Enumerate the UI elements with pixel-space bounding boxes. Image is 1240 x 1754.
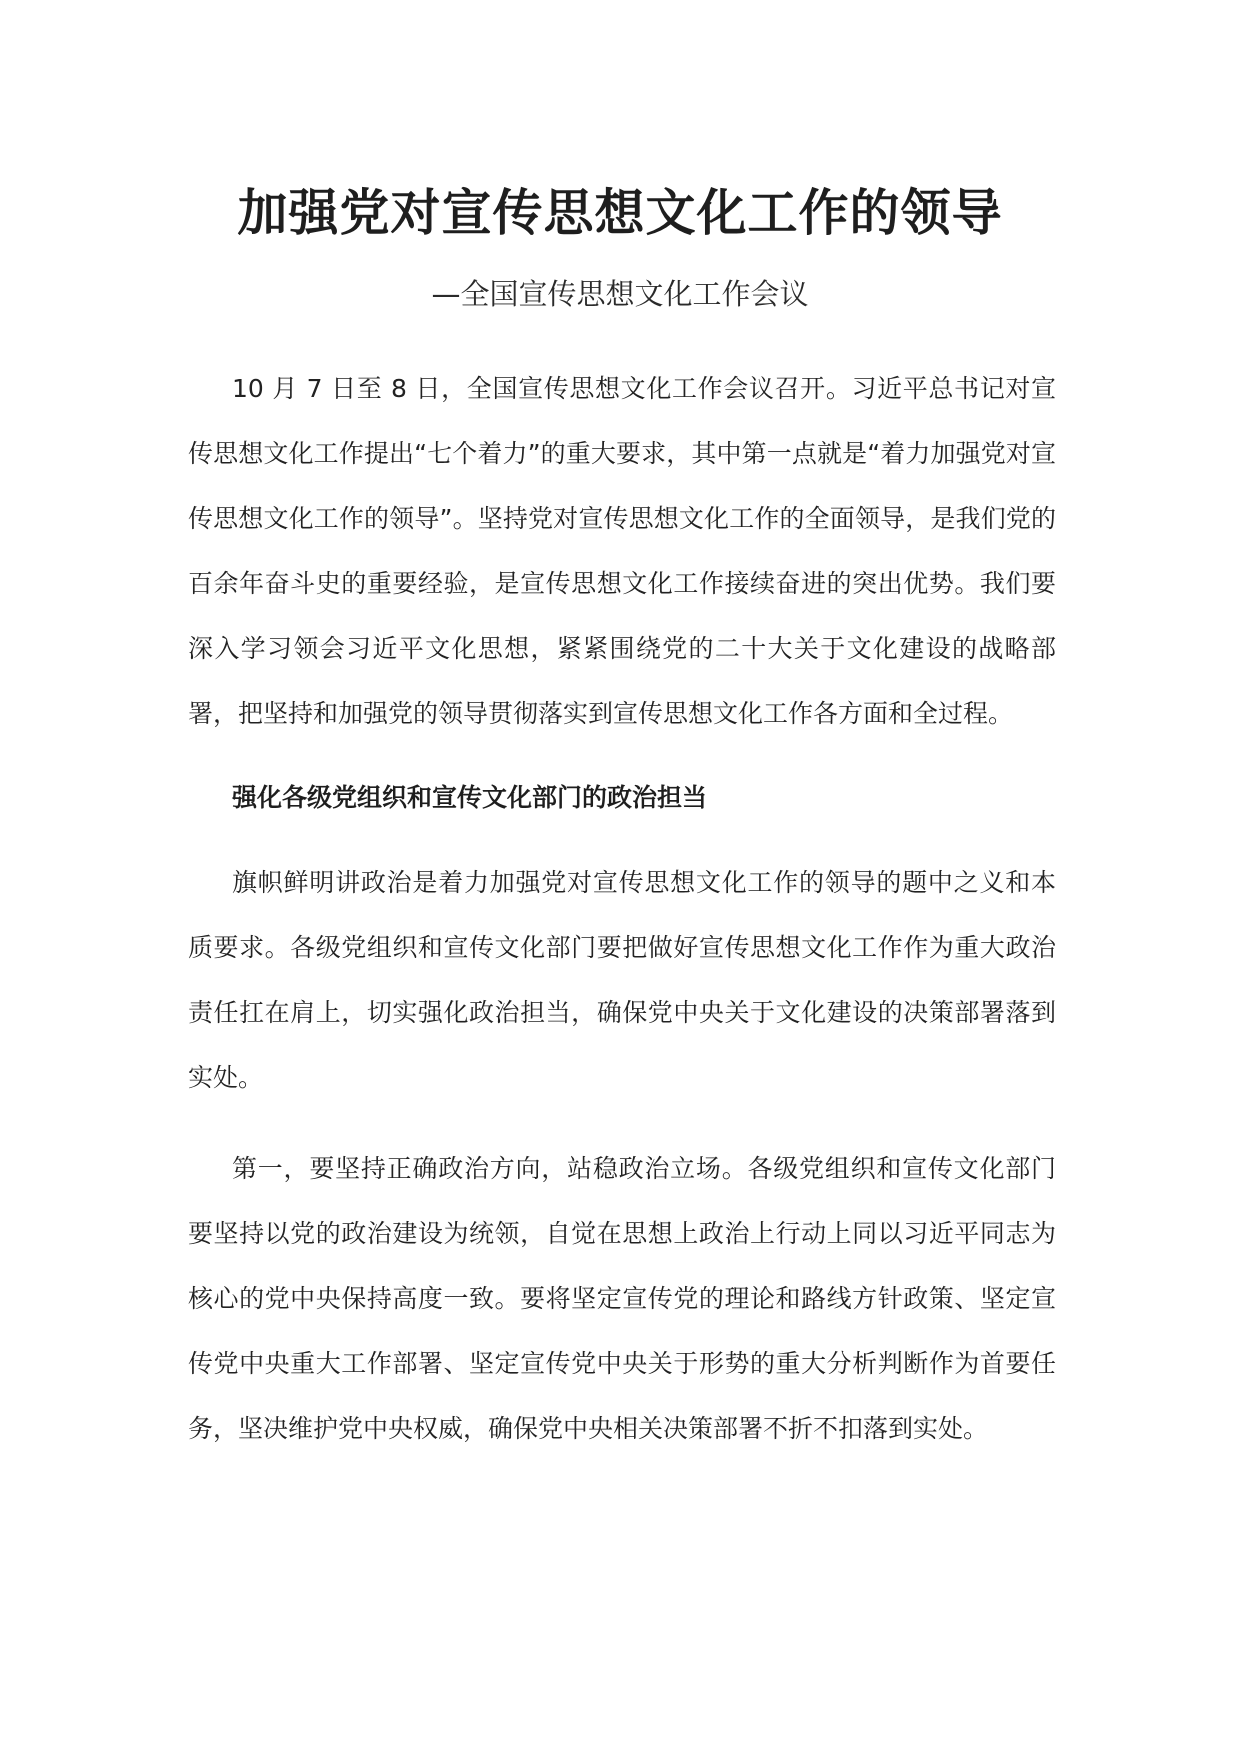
intro-paragraph: 10 月 7 日至 8 日，全国宣传思想文化工作会议召开。习近平总书记对宣传思想文化工作提出“七个着力”的重大要求，其中第一点就是“着力加强党对宣传思想文化工作的领导”。坚持党对宣传思想文化工作的全面领导，是我们党的百余年奋斗史的重要经验，是宣传思想文化工作接续奋进的突出优势。我们要深入学习领会习近平文化思想，紧紧围绕党的二十大关于文化建设的战略部署，把坚持和加强党的领导贯彻落实到宣传思想文化工作各方面和全过程。: [188, 374, 1056, 728]
section-paragraph-2: 第一，要坚持正确政治方向，站稳政治立场。各级党组织和宣传文化部门要坚持以党的政治建设为统领，自觉在思想上政治上行动上同以习近平同志为核心的党中央保持高度一致。要将坚定宣传党的理论和路线方针政策、坚定宣传党中央重大工作部署、坚定宣传党中央关于形势的重大分析判断作为首要任务，坚决维护党中央权威，确保党中央相关决策部署不折不扣落到实处。: [188, 1154, 1056, 1443]
paragraph-spacer: [188, 1110, 1056, 1136]
document-title: 加强党对宣传思想文化工作的领导: [237, 184, 1003, 242]
section-paragraph-1: 旗帜鲜明讲政治是着力加强党对宣传思想文化工作的领导的题中之义和本质要求。各级党组织和宣传文化部门要把做好宣传思想文化工作作为重大政治责任扛在肩上，切实强化政治担当，确保党中央关于文化建设的决策部署落到实处。: [188, 868, 1056, 1092]
document-subtitle: —全国宣传思想文化工作会议: [431, 277, 809, 311]
section-heading: 强化各级党组织和宣传文化部门的政治担当: [232, 783, 708, 812]
document-body: [188, 356, 1056, 1461]
